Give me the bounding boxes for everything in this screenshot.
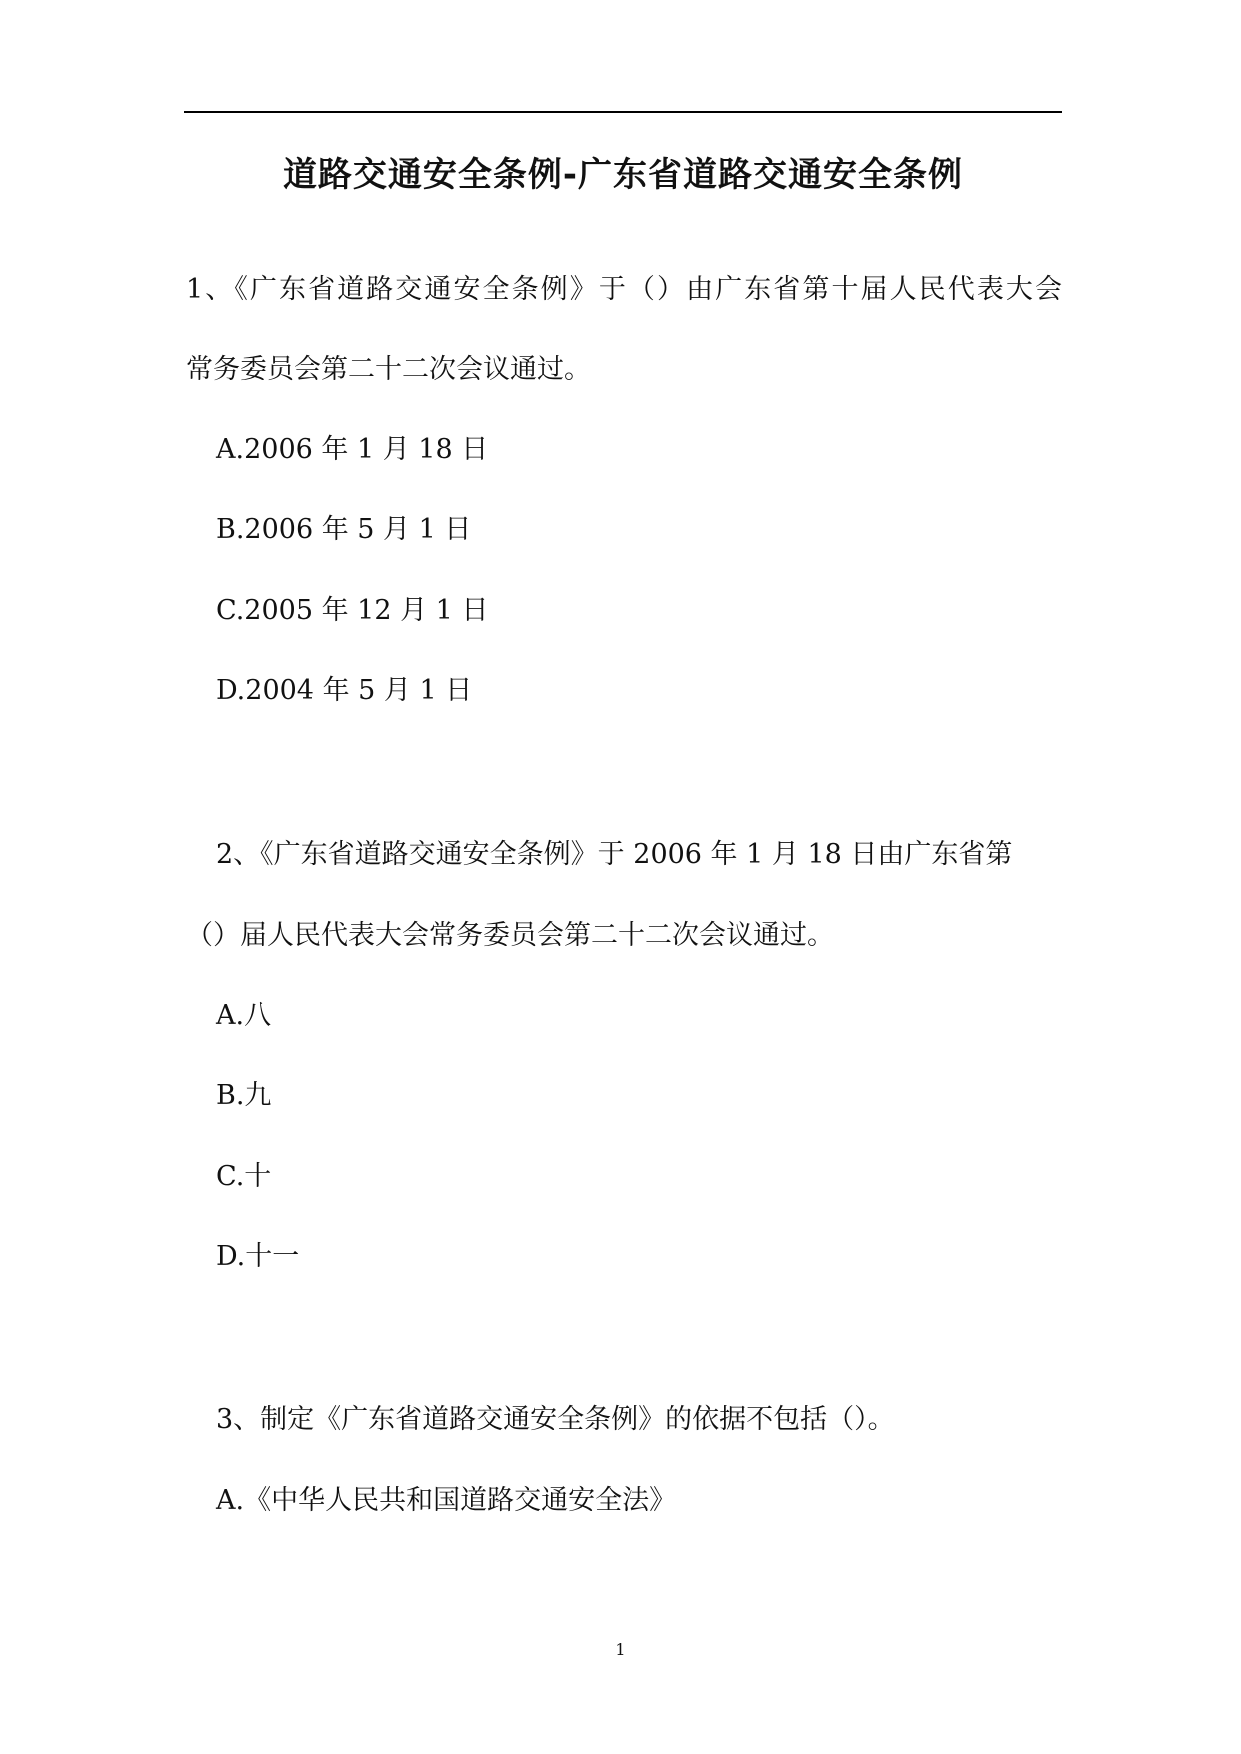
question-2-stem-line-2: （）届人民代表大会常务委员会第二十二次会议通过。 xyxy=(186,920,834,951)
page-number: 1 xyxy=(615,1640,626,1659)
question-1-option-c: C.2005 年 12 月 1 日 xyxy=(216,595,489,626)
question-2-option-d: D.十一 xyxy=(216,1241,300,1272)
document-title: 道路交通安全条例-广东省道路交通安全条例 xyxy=(282,155,964,195)
question-2-option-b: B.九 xyxy=(216,1080,272,1111)
question-1-stem-line-2: 常务委员会第二十二次会议通过。 xyxy=(186,354,591,385)
question-2-option-c: C.十 xyxy=(216,1161,272,1192)
question-1-option-d: D.2004 年 5 月 1 日 xyxy=(216,675,473,706)
question-2-stem-line-1: 2、《广东省道路交通安全条例》于 2006 年 1 月 18 日由广东省第 xyxy=(216,839,1013,870)
header-rule xyxy=(184,111,1062,113)
question-1-stem-line-1: 1、《广东省道路交通安全条例》于（）由广东省第十届人民代表大会 xyxy=(186,274,1062,305)
question-3-option-a: A.《中华人民共和国道路交通安全法》 xyxy=(216,1485,677,1516)
question-1-option-b: B.2006 年 5 月 1 日 xyxy=(216,514,472,545)
question-3-stem: 3、制定《广东省道路交通安全条例》的依据不包括（）。 xyxy=(216,1404,895,1435)
question-1-option-a: A.2006 年 1 月 18 日 xyxy=(216,434,489,465)
question-2-option-a: A.八 xyxy=(216,1000,272,1031)
